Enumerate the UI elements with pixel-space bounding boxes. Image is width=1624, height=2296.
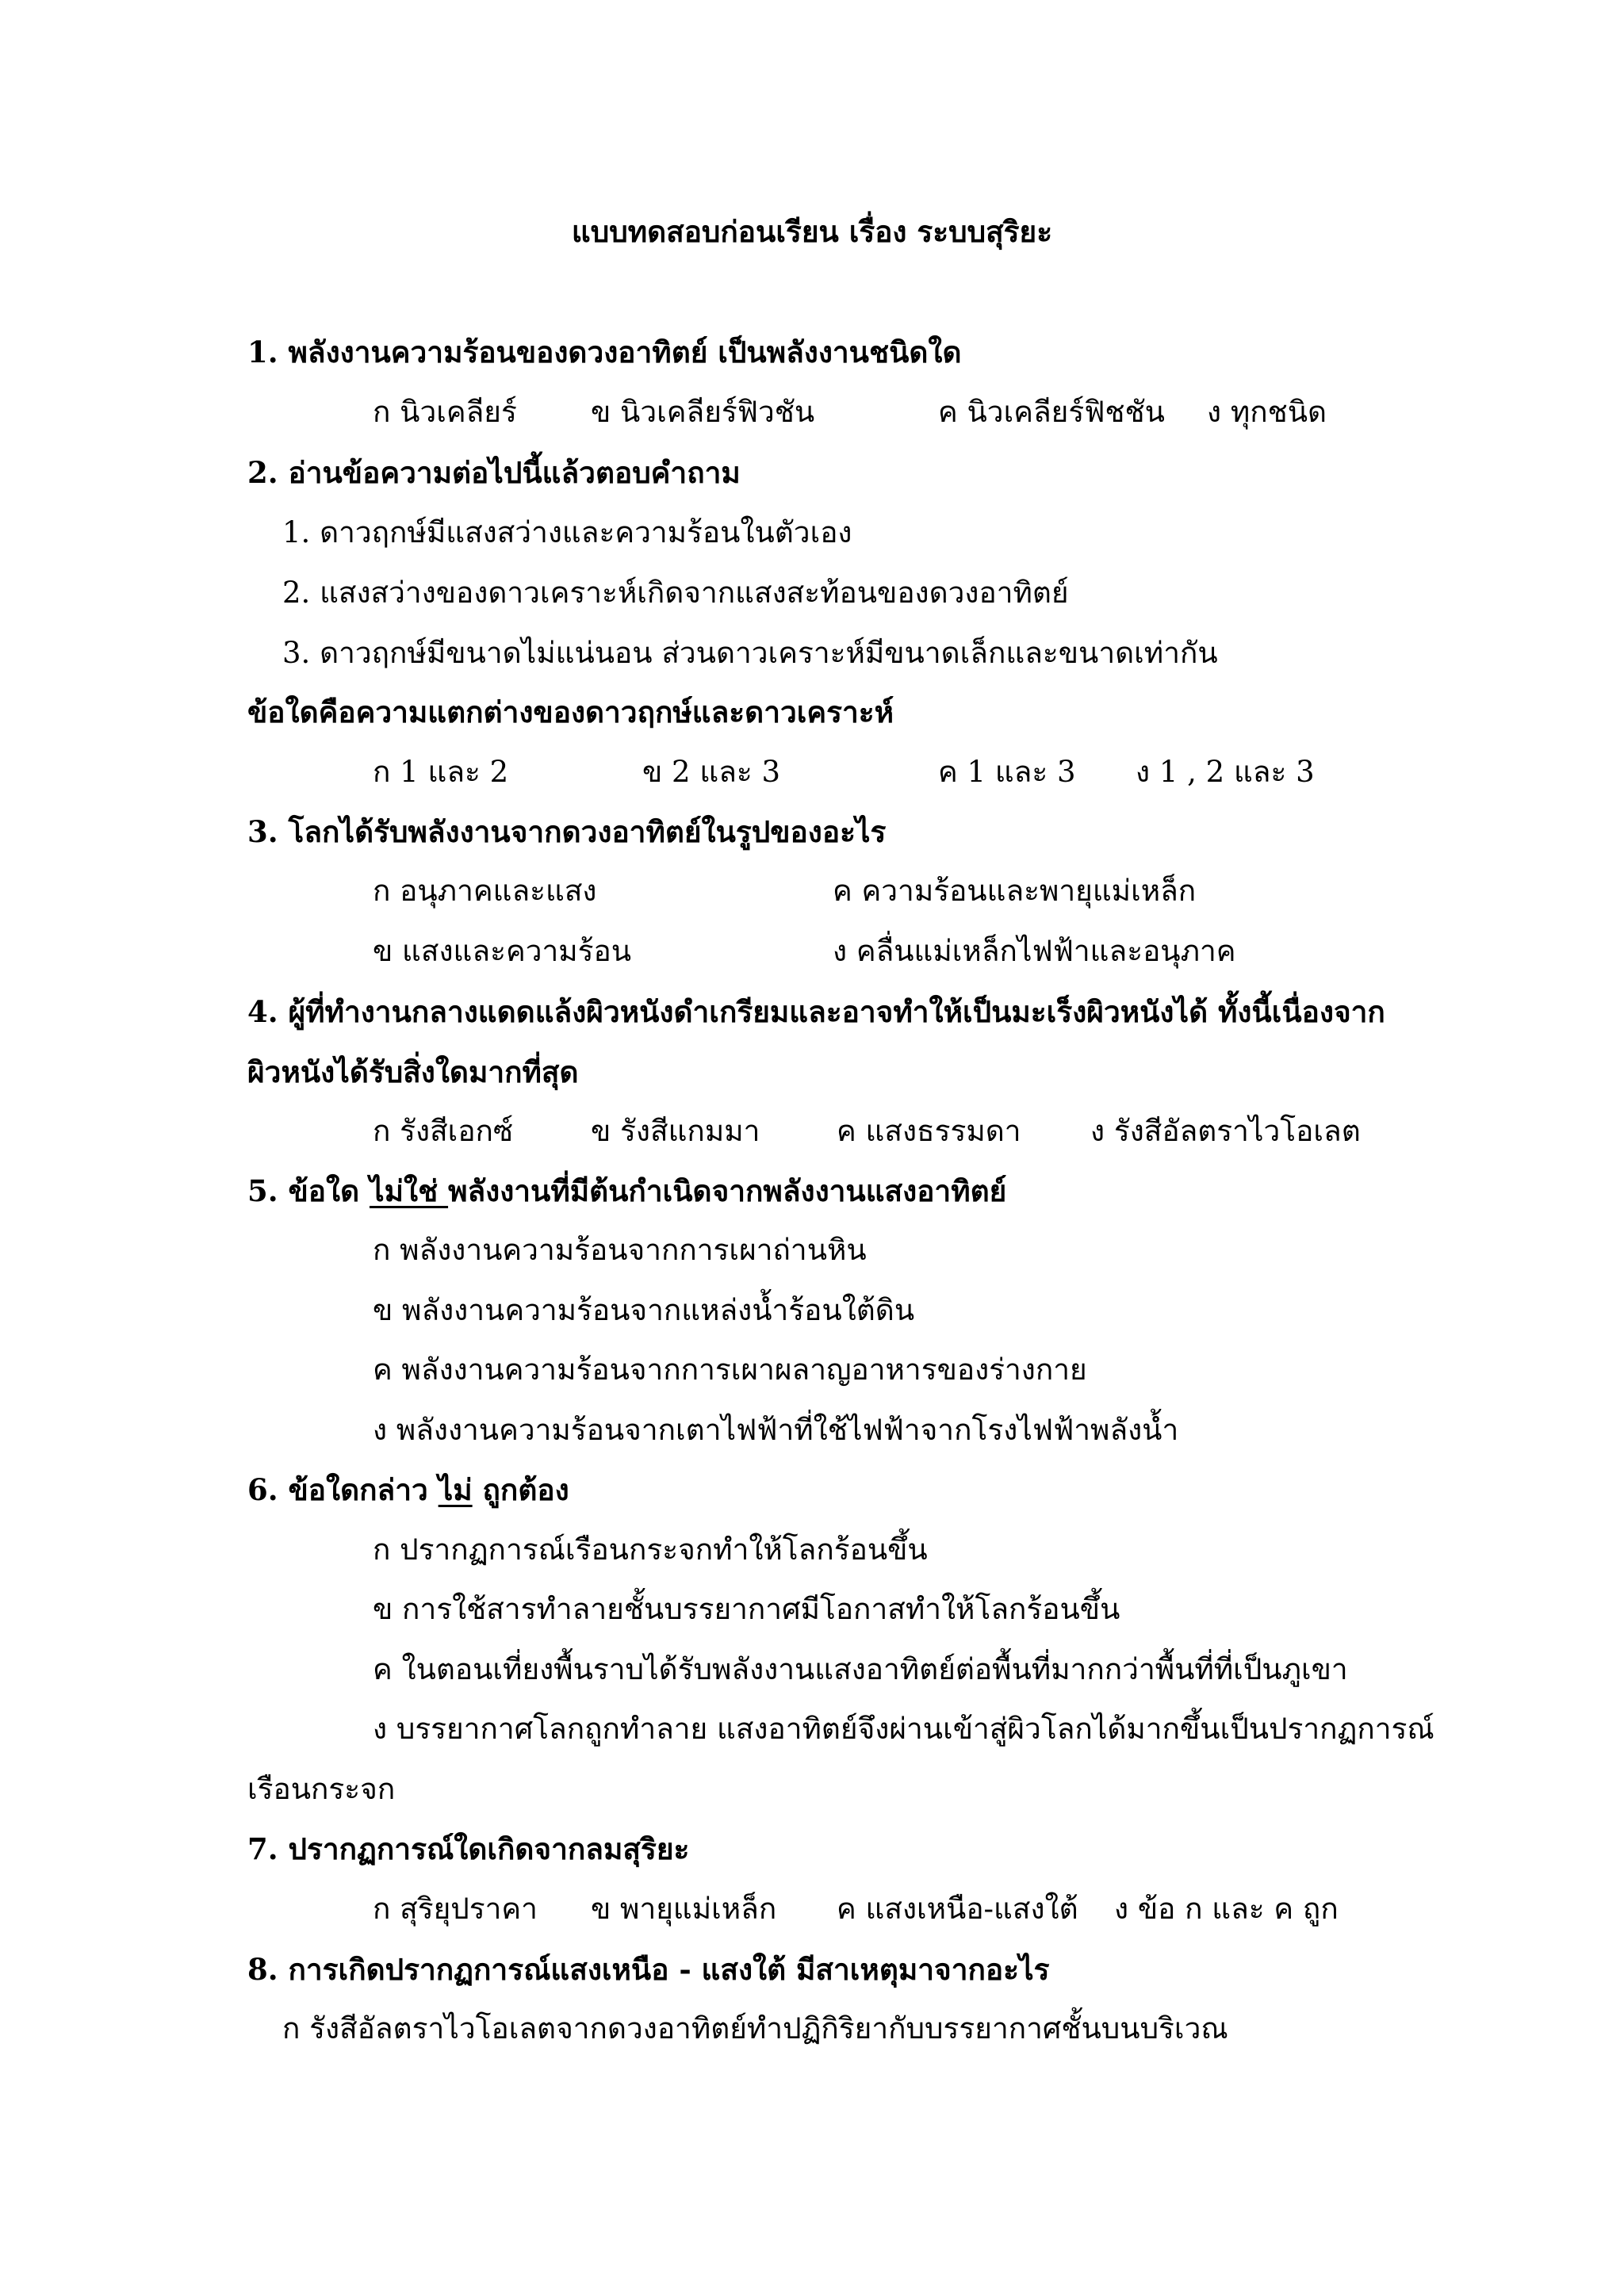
choice[interactable]: ก 1 และ 2 xyxy=(373,755,509,789)
choice[interactable]: ง รังสีอัลตราไวโอเลต xyxy=(1090,1114,1361,1148)
choice[interactable]: ค ในตอนเที่ยงพื้นราบได้รับพลังงานแสงอาทิตย์ต่อพื้นที่มากกว่าพื้นที่ที่เป็นภูเขา xyxy=(373,1652,1348,1686)
choice[interactable]: ง พลังงานความร้อนจากเตาไฟฟ้าที่ใช้ไฟฟ้าจากโรงไฟฟ้าพลังน้ำ xyxy=(373,1413,1179,1447)
choice[interactable]: ข 2 และ 3 xyxy=(642,755,781,789)
page-title: แบบทดสอบก่อนเรียน เรื่อง ระบบสุริยะ xyxy=(571,214,1053,249)
choice[interactable]: ข พายุแม่เหล็ก xyxy=(591,1892,777,1926)
choice[interactable]: ก อนุภาคและแสง xyxy=(373,874,597,908)
choice[interactable]: ก รังสีอัลตราไวโอเลตจากดวงอาทิตย์ทำปฏิกิริยากับบรรยากาศชั้นบนบริเวณ xyxy=(282,2011,1228,2045)
question-4-continued: ผิวหนังได้รับสิ่งใดมากที่สุด xyxy=(247,1054,579,1089)
question-2-prompt: ข้อใดคือความแตกต่างของดาวฤกษ์และดาวเคราะห์ xyxy=(247,695,894,729)
choice[interactable]: ค นิวเคลียร์ฟิชชัน xyxy=(938,395,1165,429)
choice[interactable]: ง ข้อ ก และ ค ถูก xyxy=(1114,1892,1339,1926)
choice[interactable]: ก พลังงานความร้อนจากการเผาถ่านหิน xyxy=(373,1233,867,1267)
question-1: 1. พลังงานความร้อนของดวงอาทิตย์ เป็นพลังงานชนิดใด xyxy=(247,335,962,369)
choice[interactable]: ค พลังงานความร้อนจากการเผาผลาญอาหารของร่างกาย xyxy=(373,1353,1087,1387)
choice[interactable]: ค แสงธรรมดา xyxy=(837,1114,1021,1148)
statement: 1. ดาวฤกษ์มีแสงสว่างและความร้อนในตัวเอง xyxy=(282,515,852,549)
choice[interactable]: ก รังสีเอกซ์ xyxy=(373,1114,514,1148)
choice[interactable]: ก ปรากฏการณ์เรือนกระจกทำให้โลกร้อนขึ้น xyxy=(373,1533,928,1567)
statement: 3. ดาวฤกษ์มีขนาดไม่แน่นอน ส่วนดาวเคราะห์มีขนาดเล็กและขนาดเท่ากัน xyxy=(282,636,1218,670)
choice[interactable]: ค แสงเหนือ-แสงใต้ xyxy=(837,1892,1078,1926)
choice[interactable]: ก นิวเคลียร์ xyxy=(373,395,517,429)
choice[interactable]: ง บรรยากาศโลกถูกทำลาย แสงอาทิตย์จึงผ่านเข้าสู่ผิวโลกได้มากขึ้นเป็นปรากฏการณ์ xyxy=(373,1712,1434,1746)
question-8: 8. การเกิดปรากฏการณ์แสงเหนือ - แสงใต้ มีสาเหตุมาจากอะไร xyxy=(247,1952,1050,1987)
choice[interactable]: ข การใช้สารทำลายชั้นบรรยากาศมีโอกาสทำให้โลกร้อนขึ้น xyxy=(373,1592,1120,1626)
choice[interactable]: ง 1 , 2 และ 3 xyxy=(1136,755,1315,789)
question-6: 6. ข้อใดกล่าว ไม่ ถูกต้อง xyxy=(247,1472,569,1507)
question-7: 7. ปรากฏการณ์ใดเกิดจากลมสุริยะ xyxy=(247,1831,690,1866)
choice[interactable]: ก สุริยุปราคา xyxy=(373,1892,538,1926)
choice[interactable]: ง ทุกชนิด xyxy=(1207,395,1327,429)
question-3: 3. โลกได้รับพลังงานจากดวงอาทิตย์ในรูปของอะไร xyxy=(247,814,887,849)
choice[interactable]: ข นิวเคลียร์ฟิวชัน xyxy=(591,395,815,429)
question-4: 4. ผู้ที่ทำงานกลางแดดแล้งผิวหนังดำเกรียมและอาจทำให้เป็นมะเร็งผิวหนังได้ ทั้งนี้เนื่องจาก xyxy=(247,994,1385,1029)
question-2: 2. อ่านข้อความต่อไปนี้แล้วตอบคำถาม xyxy=(247,455,741,490)
choice[interactable]: ข พลังงานความร้อนจากแหล่งน้ำร้อนใต้ดิน xyxy=(373,1293,915,1327)
question-5: 5. ข้อใด ไม่ใช่ พลังงานที่มีต้นกำเนิดจากพลังงานแสงอาทิตย์ xyxy=(247,1173,1007,1208)
choice[interactable]: ง คลื่นแม่เหล็กไฟฟ้าและอนุภาค xyxy=(833,934,1236,968)
statement: 2. แสงสว่างของดาวเคราะห์เกิดจากแสงสะท้อนของดวงอาทิตย์ xyxy=(282,576,1069,610)
choice[interactable]: ค 1 และ 3 xyxy=(938,755,1076,789)
choice[interactable]: ค ความร้อนและพายุแม่เหล็ก xyxy=(833,874,1197,908)
choice[interactable]: ข รังสีแกมมา xyxy=(591,1114,760,1148)
choice[interactable]: ข แสงและความร้อน xyxy=(373,934,632,968)
choice-continuation: เรือนกระจก xyxy=(247,1772,396,1806)
